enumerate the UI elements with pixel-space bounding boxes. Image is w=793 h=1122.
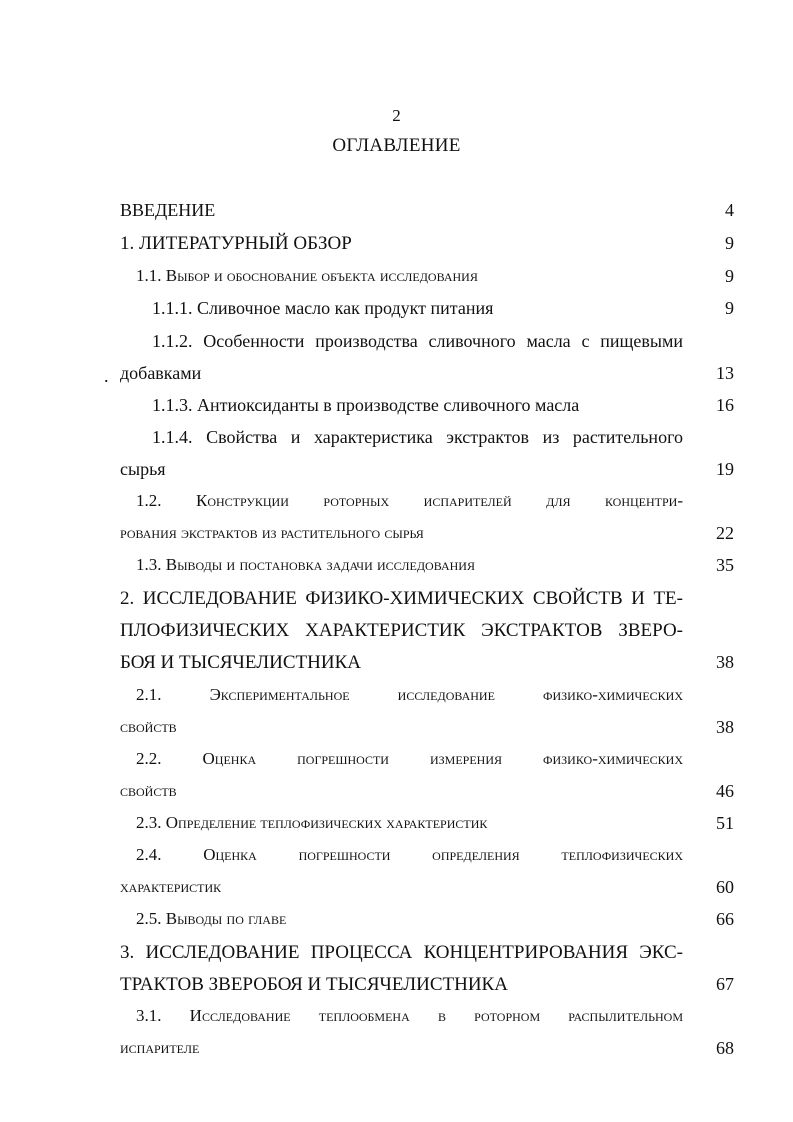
toc-entry-text: 2.5. Выводы по главе (136, 909, 287, 928)
toc-page-number: 60 (716, 877, 734, 897)
toc-entry-text: 1.1. Выбор и обоснование объекта исследования (136, 266, 478, 285)
toc-entry-text: 1.1.4. Свойства и характеристика экстрактов из растительного (152, 427, 683, 447)
toc-page-number: 22 (716, 523, 734, 543)
toc-page-number: 19 (716, 459, 734, 479)
toc-line (0, 200, 793, 230)
toc-page-number: 16 (716, 395, 734, 415)
toc-entry-text: рования экстрактов из растительного сырья (120, 523, 424, 542)
toc-line (0, 491, 793, 521)
toc-page-number: 67 (716, 974, 734, 994)
toc-entry-text: 1.1.1. Сливочное масло как продукт питания (152, 298, 494, 318)
toc-page-number: 51 (716, 813, 734, 833)
toc-entry-text: ПЛОФИЗИЧЕСКИХ ХАРАКТЕРИСТИК ЭКСТРАКТОВ ЗВЕРО- (120, 620, 683, 641)
toc-line (0, 620, 793, 650)
toc-line (0, 652, 793, 682)
toc-line (0, 1006, 793, 1036)
toc-page-number: 35 (716, 555, 734, 575)
page-title: ОГЛАВЛЕНИЕ (332, 135, 461, 156)
toc-line (0, 877, 793, 907)
toc-line (0, 781, 793, 811)
toc-entry-text: ВВЕДЕНИЕ (120, 200, 216, 220)
toc-line (0, 1038, 793, 1068)
toc-line (0, 749, 793, 779)
toc-line (0, 845, 793, 875)
toc-line (0, 813, 793, 843)
toc-entry-text: 2.3. Определение теплофизических характеристик (136, 813, 488, 832)
toc-line (0, 395, 793, 425)
toc-entry-text: добавками (120, 363, 202, 383)
toc-entry-text: характеристик (120, 877, 222, 896)
toc-entry-text: 1.1.2. Особенности производства сливочного масла с пищевыми (152, 331, 683, 351)
toc-page-number: 38 (716, 652, 734, 672)
toc-line (0, 717, 793, 747)
toc-line (0, 588, 793, 618)
toc-line (0, 459, 793, 489)
toc-entry-text: 2.2. Оценка погрешности измерения физико-химических (136, 749, 683, 768)
toc-line (0, 555, 793, 585)
toc-entry-text: 1. ЛИТЕРАТУРНЫЙ ОБЗОР (120, 233, 352, 254)
toc-entry-text: 2. ИССЛЕДОВАНИЕ ФИЗИКО-ХИМИЧЕСКИХ СВОЙСТВ И ТЕ- (120, 588, 683, 609)
toc-entry-text: 1.3. Выводы и постановка задачи исследования (136, 555, 475, 574)
toc-page-number: 4 (725, 200, 734, 220)
toc-entry-text: ТРАКТОВ ЗВЕРОБОЯ И ТЫСЯЧЕЛИСТНИКА (120, 974, 508, 995)
toc-page-number: 66 (716, 909, 734, 929)
toc-line (0, 363, 793, 393)
toc-entry-text: сырья (120, 459, 166, 479)
toc-entry-text: 3. ИССЛЕДОВАНИЕ ПРОЦЕССА КОНЦЕНТРИРОВАНИЯ ЭКС- (120, 942, 683, 963)
toc-line (0, 523, 793, 553)
toc-page-number: 9 (725, 266, 734, 286)
toc-line (0, 909, 793, 939)
toc-page-number: 9 (725, 298, 734, 318)
toc-entry-text: свойств (120, 717, 177, 736)
toc-line (0, 331, 793, 361)
toc-line (0, 685, 793, 715)
toc-page-number: 68 (716, 1038, 734, 1058)
toc-page-number: 38 (716, 717, 734, 737)
toc-page-number: 13 (716, 363, 734, 383)
toc-entry-text: 1.1.3. Антиоксиданты в производстве сливочного масла (152, 395, 580, 415)
toc-page-number: 9 (725, 233, 734, 253)
toc-entry-text: БОЯ И ТЫСЯЧЕЛИСТНИКА (120, 652, 361, 673)
page-number: 2 (392, 106, 401, 125)
toc-entry-text: испарителе (120, 1038, 200, 1057)
toc-line (0, 298, 793, 328)
toc-entry-text: 2.1. Экспериментальное исследование физико-химических (136, 685, 683, 704)
toc-line (0, 427, 793, 457)
toc-line (0, 974, 793, 1004)
toc-line (0, 266, 793, 296)
toc-line (0, 233, 793, 263)
toc-entry-text: 1.2. Конструкции роторных испарителей для концентри- (136, 491, 683, 510)
toc-entry-text: 2.4. Оценка погрешности определения теплофизических (136, 845, 683, 864)
toc-entry-text: 3.1. Исследование теплообмена в роторном распылительном (136, 1006, 683, 1025)
toc-entry-text: свойств (120, 781, 177, 800)
toc-line (0, 942, 793, 972)
toc-page-number: 46 (716, 781, 734, 801)
stray-mark: . (104, 366, 109, 386)
